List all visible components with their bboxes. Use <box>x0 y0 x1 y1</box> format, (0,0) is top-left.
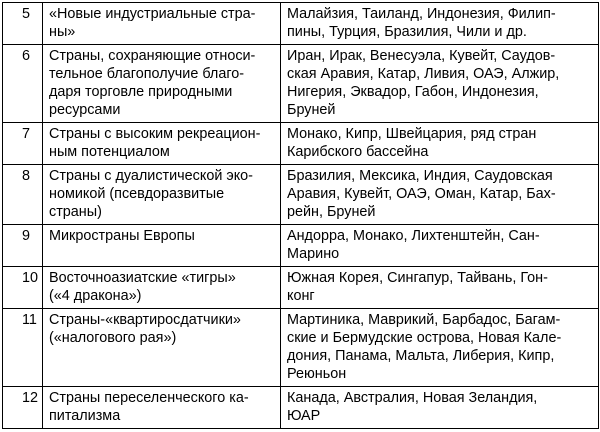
group-name: Страны-«квартиросдатчики» («налогового рая») <box>49 312 241 346</box>
group-name: Страны переселенческого ка- питализма <box>49 390 249 424</box>
countries-cell <box>281 165 599 225</box>
group-name: Восточноазиатские «тигры» («4 дракона») <box>49 270 236 304</box>
row-number-cell <box>3 165 43 225</box>
row-number-cell <box>3 45 43 123</box>
countries-list: Андорра, Монако, Лихтенштейн, Сан- Марино <box>287 228 540 262</box>
group-name-cell <box>43 3 281 45</box>
group-name-cell <box>43 45 281 123</box>
row-number: 6 <box>22 48 31 64</box>
group-name-cell <box>43 387 281 429</box>
countries-cell <box>281 3 599 45</box>
group-name-cell <box>43 267 281 309</box>
row-number-cell <box>3 123 43 165</box>
countries-cell <box>281 387 599 429</box>
countries-list: Канада, Австралия, Новая Зеландия, ЮАР <box>287 390 538 424</box>
row-number-cell <box>3 309 43 387</box>
table-row <box>3 165 599 225</box>
row-number: 10 <box>22 270 39 286</box>
table-row <box>3 225 599 267</box>
group-name: Страны с высоким рекреацион- ным потенциалом <box>49 126 261 160</box>
table-row <box>3 45 599 123</box>
row-number-cell <box>3 225 43 267</box>
countries-cell <box>281 45 599 123</box>
table-row <box>3 309 599 387</box>
group-name-cell <box>43 123 281 165</box>
row-number: 11 <box>22 312 37 328</box>
row-number: 12 <box>22 390 39 406</box>
countries-cell <box>281 123 599 165</box>
countries-cell <box>281 225 599 267</box>
row-number-cell <box>3 387 43 429</box>
countries-cell <box>281 309 599 387</box>
group-name: «Новые индустриальные стра- ны» <box>49 6 256 40</box>
group-name-cell <box>43 225 281 267</box>
row-number: 5 <box>22 6 31 22</box>
row-number: 7 <box>22 126 31 142</box>
row-number: 8 <box>22 168 31 184</box>
row-number-cell <box>3 3 43 45</box>
group-name: Микространы Европы <box>49 228 195 244</box>
countries-list: Иран, Ирак, Венесуэла, Кувейт, Саудов- ская Аравия, Катар, Ливия, ОАЭ, Алжир, Нигерия, Эквадор, Габон, Индонезия, Бруней <box>287 48 560 118</box>
table-row <box>3 387 599 429</box>
countries-cell <box>281 267 599 309</box>
countries-list: Бразилия, Мексика, Индия, Саудовская Аравия, Кувейт, ОАЭ, Оман, Катар, Бах- рейн, Бруней <box>287 168 556 220</box>
table-row <box>3 3 599 45</box>
row-number: 9 <box>22 228 31 244</box>
countries-list: Южная Корея, Сингапур, Тайвань, Гон- конг <box>287 270 548 304</box>
group-name: Страны, сохраняющие относи- тельное благополучие благо- даря торговле природными ресурсами <box>49 48 256 118</box>
table-row <box>3 267 599 309</box>
table-row <box>3 123 599 165</box>
row-number-cell <box>3 267 43 309</box>
countries-list: Малайзия, Таиланд, Индонезия, Филип- пины, Турция, Бразилия, Чили и др. <box>287 6 556 40</box>
group-name: Страны с дуалистической эко- номикой (псевдоразвитые страны) <box>49 168 253 220</box>
group-name-cell <box>43 165 281 225</box>
country-groups-table <box>2 2 599 429</box>
group-name-cell <box>43 309 281 387</box>
countries-list: Монако, Кипр, Швейцария, ряд стран Карибского бассейна <box>287 126 537 160</box>
countries-list: Мартиника, Маврикий, Барбадос, Багам- ские и Бермудские острова, Новая Кале- дония, Панама, Мальта, Либерия, Кипр, Реюньон <box>287 312 562 382</box>
